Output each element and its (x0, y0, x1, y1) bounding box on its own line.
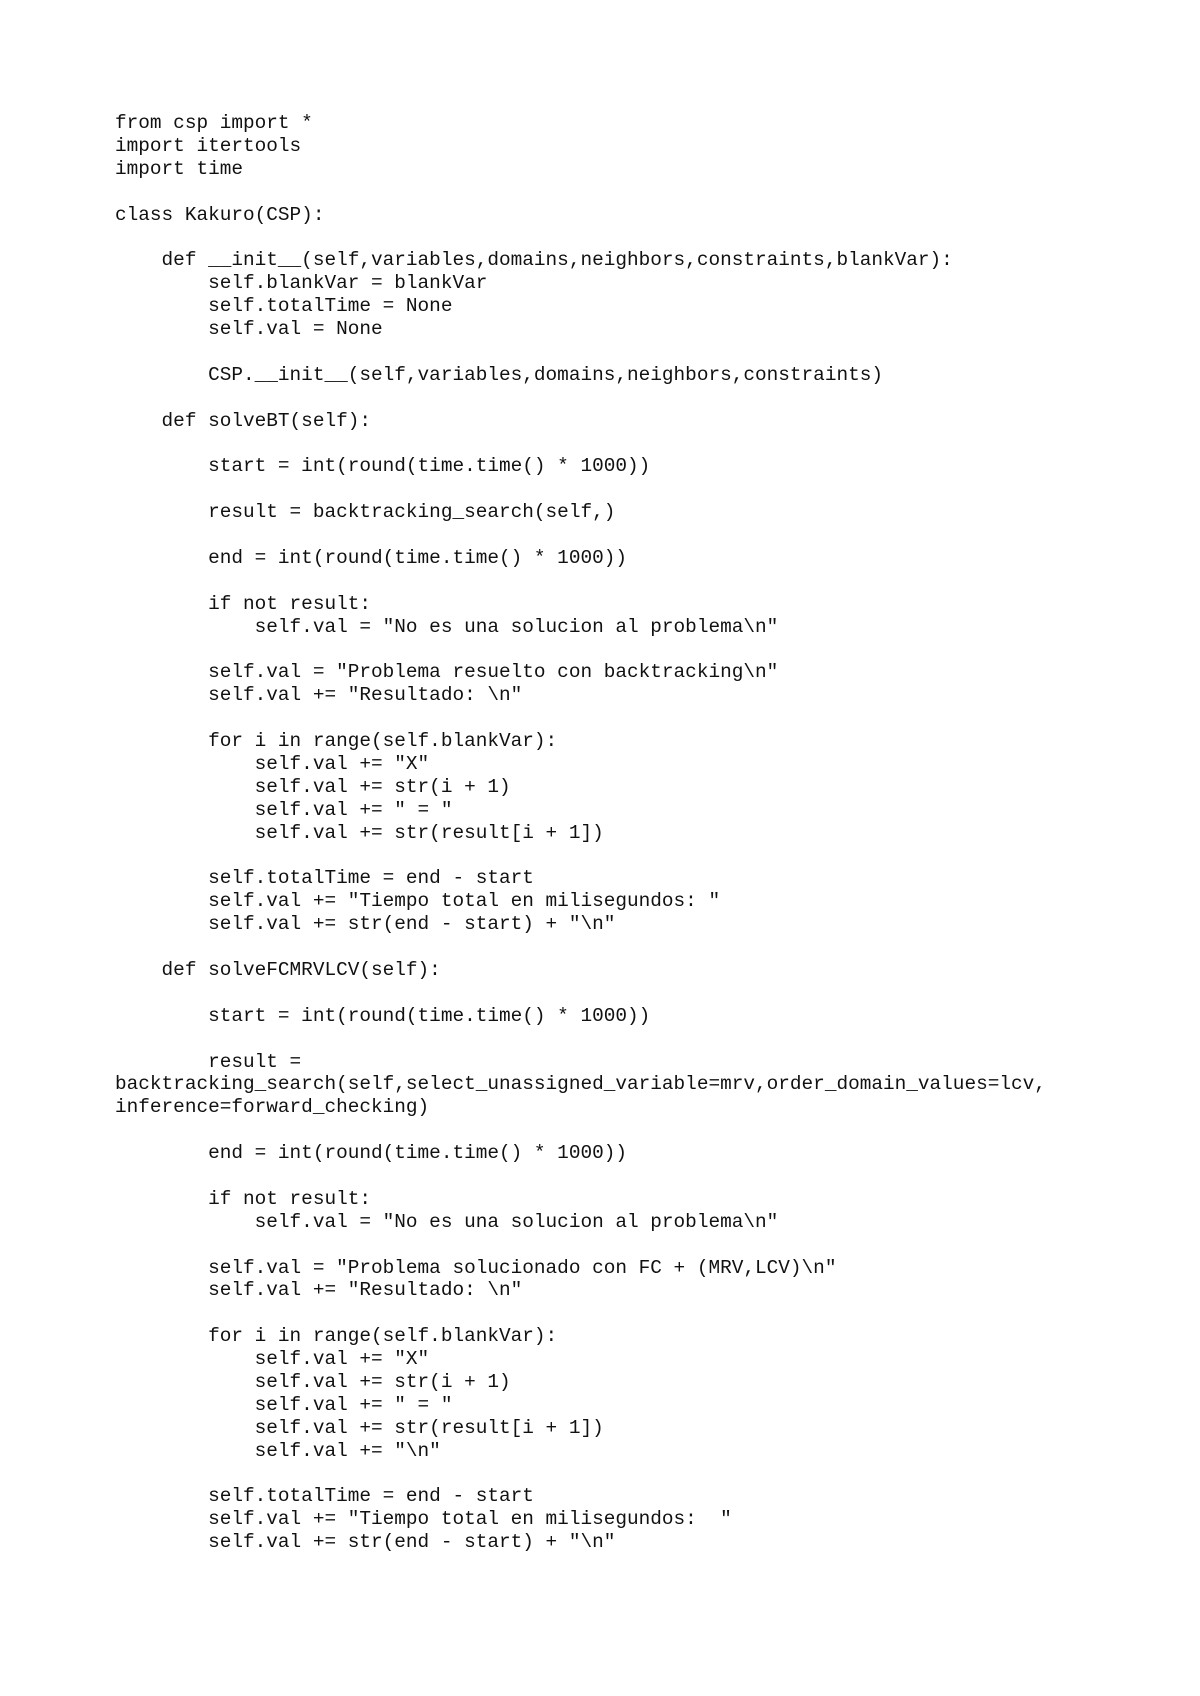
code-line: start = int(round(time.time() * 1000)) (115, 1004, 651, 1027)
code-line (115, 1028, 1155, 1051)
code-line: self.val += "X" (115, 752, 430, 775)
code-line: self.val += " = " (115, 798, 453, 821)
code-line (115, 432, 1155, 455)
code-line: end = int(round(time.time() * 1000)) (115, 1142, 627, 1165)
code-line: inference=forward_checking) (115, 1096, 430, 1119)
code-line (115, 1463, 1155, 1486)
code-line: self.val += "Resultado: \n" (115, 684, 523, 707)
code-line: def __init__(self,variables,domains,neighbors,constraints,blankVar): (115, 249, 953, 272)
code-line (115, 226, 1155, 249)
code-line (115, 181, 1155, 204)
code-line (115, 638, 1155, 661)
code-line: self.val += str(i + 1) (115, 1370, 511, 1393)
code-line (115, 341, 1155, 364)
code-line: backtracking_search(self,select_unassigned_variable=mrv,order_domain_values=lcv, (115, 1073, 1046, 1096)
code-line (115, 570, 1155, 593)
code-line: self.val = "Problema resuelto con backtracking\n" (115, 661, 779, 684)
code-line (115, 707, 1155, 730)
code-line: class Kakuro(CSP): (115, 203, 325, 226)
code-line (115, 845, 1155, 868)
code-line: from csp import * (115, 112, 313, 134)
code-line (115, 1165, 1155, 1188)
code-line: if not result: (115, 1187, 371, 1210)
code-block (115, 112, 1155, 1554)
code-line: self.val += "Tiempo total en milisegundos: " (115, 890, 721, 913)
code-line (115, 936, 1155, 959)
code-line: for i in range(self.blankVar): (115, 1325, 558, 1348)
code-line: import itertools (115, 134, 302, 157)
code-line: def solveFCMRVLCV(self): (115, 958, 441, 981)
code-line (115, 1119, 1155, 1142)
code-line: for i in range(self.blankVar): (115, 730, 558, 753)
code-line (115, 1234, 1155, 1257)
code-line: start = int(round(time.time() * 1000)) (115, 455, 651, 478)
code-line (115, 1302, 1155, 1325)
code-line: if not result: (115, 592, 371, 615)
code-line: self.val += str(result[i + 1]) (115, 1416, 604, 1439)
code-line: CSP.__init__(self,variables,domains,neighbors,constraints) (115, 363, 883, 386)
code-line: self.val += "Tiempo total en milisegundos: " (115, 1508, 732, 1531)
code-line: self.totalTime = end - start (115, 1485, 534, 1508)
code-line: self.val = "Problema solucionado con FC + (MRV,LCV)\n" (115, 1256, 837, 1279)
code-line: self.val += "\n" (115, 1439, 441, 1462)
code-line: self.val += " = " (115, 1393, 453, 1416)
code-line: self.val = "No es una solucion al problema\n" (115, 1210, 779, 1233)
code-line: self.val += "Resultado: \n" (115, 1279, 523, 1302)
code-line (115, 524, 1155, 547)
code-line: end = int(round(time.time() * 1000)) (115, 546, 627, 569)
code-line: self.blankVar = blankVar (115, 272, 488, 295)
code-line: def solveBT(self): (115, 409, 371, 432)
code-line: self.val += str(end - start) + "\n" (115, 913, 616, 936)
code-line (115, 982, 1155, 1005)
code-line: self.val += str(end - start) + "\n" (115, 1531, 616, 1554)
code-line: self.val += str(result[i + 1]) (115, 821, 604, 844)
code-line: self.val += str(i + 1) (115, 775, 511, 798)
code-line (115, 478, 1155, 501)
code-line: result = (115, 1050, 302, 1073)
code-line: import time (115, 157, 243, 180)
code-line (115, 387, 1155, 410)
code-line: result = backtracking_search(self,) (115, 501, 616, 524)
code-line: self.val += "X" (115, 1348, 430, 1371)
code-line: self.val = "No es una solucion al problema\n" (115, 615, 779, 638)
code-line: self.totalTime = end - start (115, 867, 534, 890)
code-line: self.totalTime = None (115, 295, 453, 318)
code-line: self.val = None (115, 318, 383, 341)
